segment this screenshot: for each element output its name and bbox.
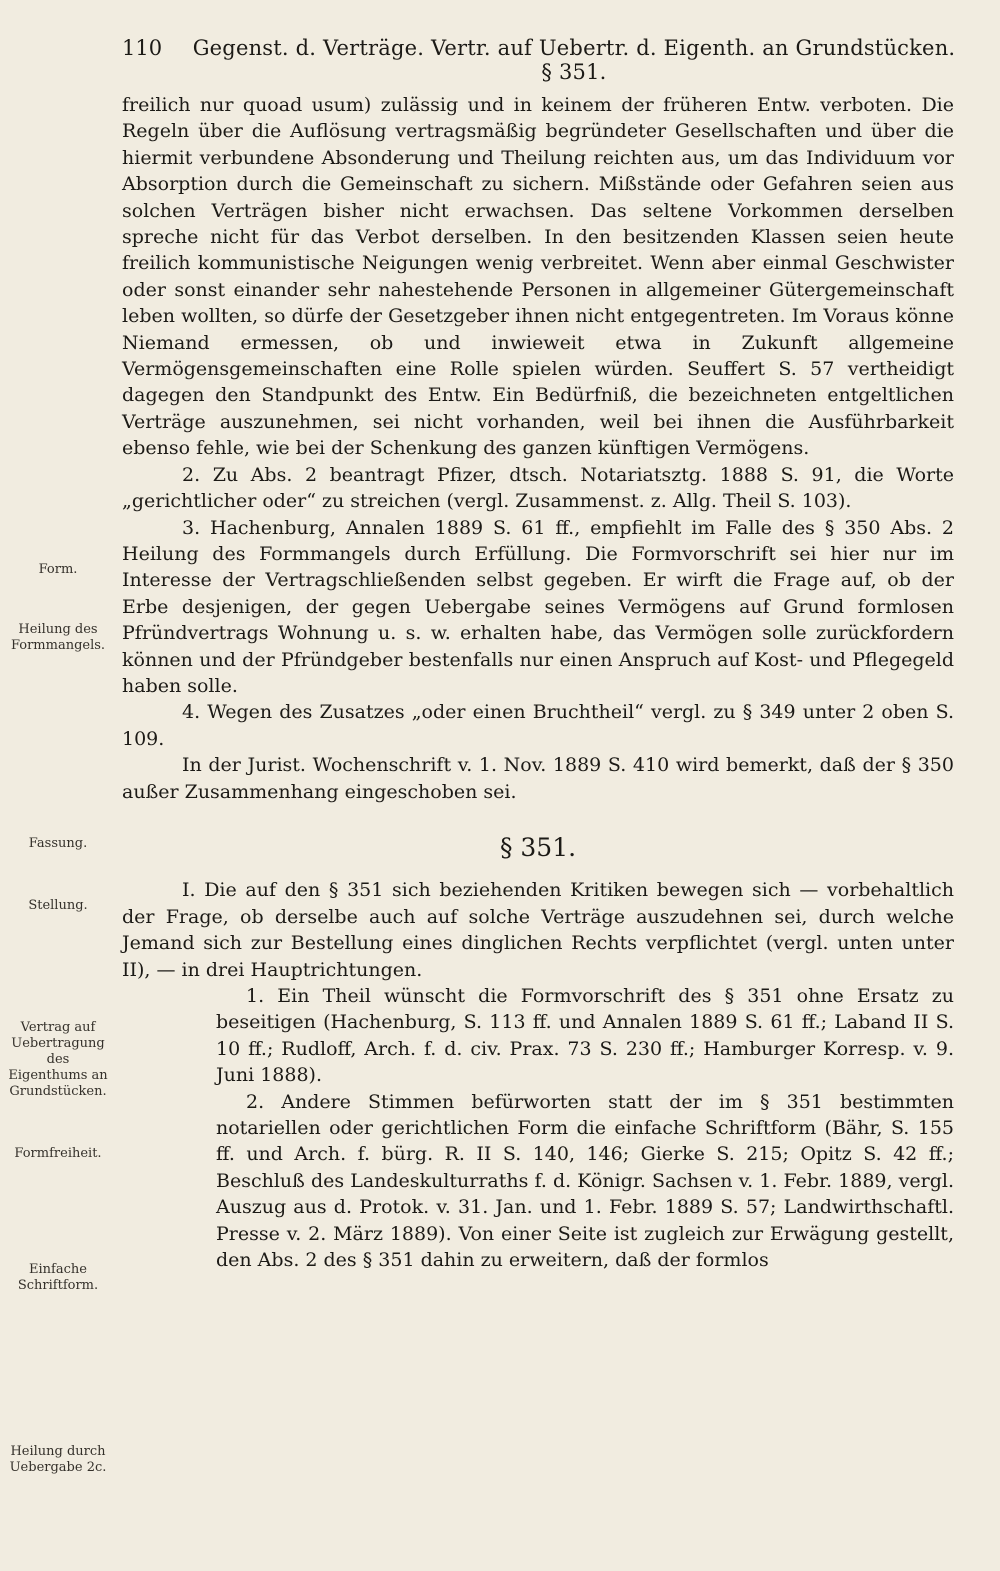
page-number: 110	[122, 36, 163, 60]
body-text	[122, 92, 954, 1273]
margin-note-stellung: Stellung.	[28, 898, 88, 913]
margin-note-heilung-uebergabe: Heilung durch Uebergabe 2c.	[9, 1444, 107, 1475]
section-paragraph-i: I. Die auf den § 351 sich beziehenden Kritiken bewegen sich — vorbehaltlich der Frage, ob derselbe auch auf solche Verträge auszudehnen sei, durch welche Jemand sich zur Bestellung eines dinglichen Rechts verpflichtet (vergl. unten unter II), — in drei Hauptrichtungen.	[122, 879, 954, 981]
paragraph-point-4: 4. Wegen des Zusatzes „oder einen Bruchtheil“ vergl. zu § 349 unter 2 oben S. 109.	[122, 701, 954, 750]
running-head: Gegenst. d. Verträge. Vertr. auf Uebertr. d. Eigenth. an Grundstücken. § 351.	[192, 36, 956, 84]
sub-paragraph-2: 2. Andere Stimmen befürworten statt der im § 351 bestimmten notariellen oder gerichtlichen Form die einfache Schriftform (Bähr, S. 155 ff. und Arch. f. bürg. R. II S. 140, 146; Gierke S. 215; Opitz S. 42 ff.; Beschluß des Landeskulturraths f. d. Königr. Sachsen v. 1. Febr. 1889, vergl. Auszug aus d. Protok. v. 31. Jan. und 1. Febr. 1889 S. 57; Landwirthschaftl. Presse v. 2. März 1889). Von einer Seite ist zugleich zur Erwägung gestellt, den Abs. 2 des § 351 dahin zu erweitern, daß der formlos	[216, 1090, 954, 1272]
margin-note-fassung: Fassung.	[28, 836, 88, 851]
section-heading: § 351.	[499, 832, 577, 862]
sub-paragraph-1: 1. Ein Theil wünscht die Formvorschrift des § 351 ohne Ersatz zu beseitigen (Hachenburg, S. 113 ff. und Annalen 1889 S. 61 ff.; Laband II S. 10 ff.; Rudloff, Arch. f. d. civ. Prax. 73 S. 230 ff.; Hamburger Korresp. v. 9. Juni 1888).	[216, 985, 954, 1087]
margin-note-heilung-formmangel: Heilung des Formmangels.	[10, 622, 106, 653]
paragraph-continuation: freilich nur quoad usum) zulässig und in keinem der früheren Entw. verboten. Die Regeln über die Auflösung vertragsmäßig begründeter Gesellschaften und über die hiermit verbundene Absonderung und Theilung reichten aus, um das Individuum vor Absorption durch die Gemeinschaft zu sichern. Mißstände oder Gefahren seien aus solchen Verträgen bisher nicht erwachsen. Das seltene Vorkommen derselben spreche nicht für das Verbot derselben. In den besitzenden Klassen seien heute freilich kommunistische Neigungen wenig verbreitet. Wenn aber einmal Geschwister oder sonst einander sehr nahestehende Personen in allgemeiner Gütergemeinschaft leben wollten, so dürfe der Gesetzgeber ihnen nicht entgegentreten. Im Voraus könne Niemand ermessen, ob und inwieweit etwa in Zukunft allgemeine Vermögensgemeinschaften eine Rolle spielen würden. Seuffert S. 57 vertheidigt dagegen den Standpunkt des Entw. Ein Bedürfniß, die bezeichneten entgeltlichen Verträge auszunehmen, sei nicht vorhanden, weil bei ihnen die Ausführbarkeit ebenso fehle, wie bei der Schenkung des ganzen künftigen Vermögens.	[122, 94, 954, 460]
margin-note-vertrag-uebertragung: Vertrag auf Uebertragung des Eigenthums an Grundstücken.	[8, 1020, 108, 1099]
margin-note-form: Form.	[38, 562, 78, 577]
paragraph-remark: In der Jurist. Wochenschrift v. 1. Nov. 1889 S. 410 wird bemerkt, daß der § 350 außer Zusammenhang eingeschoben sei.	[122, 754, 954, 803]
margin-note-formfreiheit: Formfreiheit.	[14, 1146, 102, 1161]
margin-note-einfache-schriftform: Einfache Schriftform.	[17, 1262, 99, 1293]
page-header	[122, 36, 962, 84]
paragraph-point-2: 2. Zu Abs. 2 beantragt Pfizer, dtsch. Notariatsztg. 1888 S. 91, die Worte „gerichtlicher oder“ zu streichen (vergl. Zusammenst. z. Allg. Theil S. 103).	[122, 463, 954, 513]
paragraph-point-3: 3. Hachenburg, Annalen 1889 S. 61 ff., empfiehlt im Falle des § 350 Abs. 2 Heilung des Formmangels durch Erfüllung. Die Formvorschrift sei hier nur im Interesse der Vertragschließenden selbst gegeben. Er wirft die Frage auf, ob der Erbe desjenigen, der gegen Uebergabe seines Vermögens auf Grund formlosen Pfründvertrags Wohnung u. s. w. erhalten habe, das Vermögen solle zurückfordern können und der Pfründgeber bestenfalls nur einen Anspruch auf Kost- und Pflegegeld haben solle.	[122, 516, 954, 697]
